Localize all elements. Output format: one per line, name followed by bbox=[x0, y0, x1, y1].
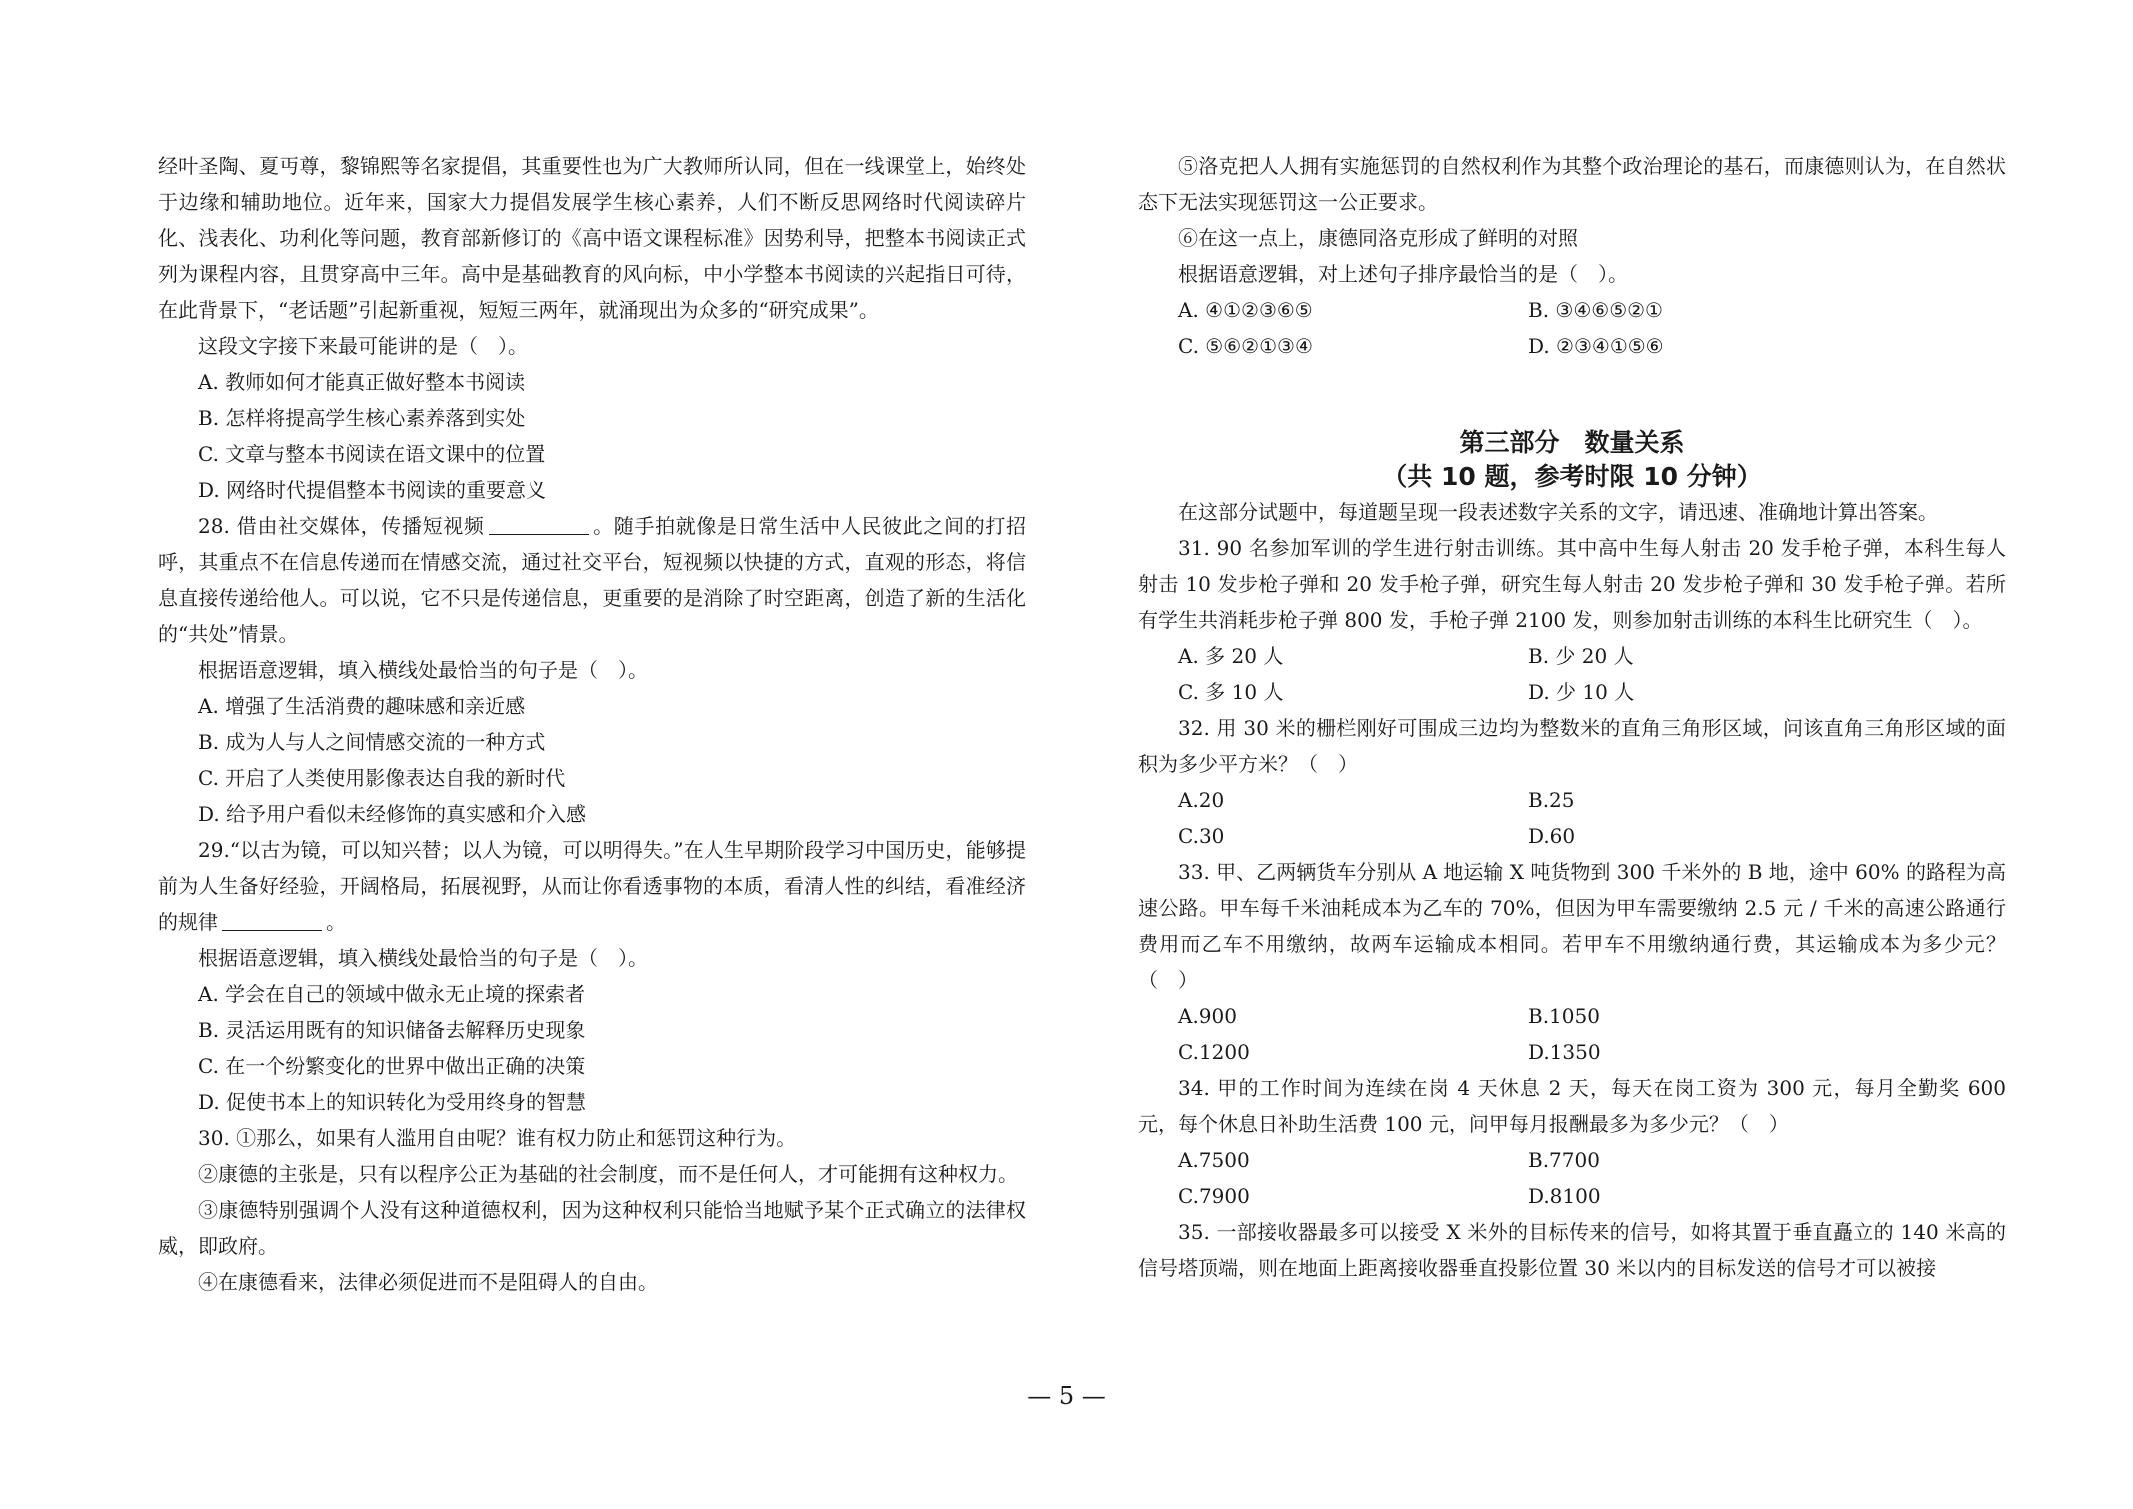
q33-option-a[interactable]: A.900 bbox=[1178, 1004, 1237, 1028]
q28-option-b[interactable]: B. 成为人与人之间情感交流的一种方式 bbox=[198, 730, 546, 754]
passage-27-text: 经叶圣陶、夏丏尊，黎锦熙等名家提倡，其重要性也为广大教师所认同，但在一线课堂上，始终处于边缘和辅助地位。近年来，国家大力提倡发展学生核心素养，人们不断反思网络时代阅读碎片化、浅表化、功利化等问题，教育部新修订的《高中语文课程标准》因势利导，把整本书阅读正式列为课程内容，且贯穿高中三年。高中是基础教育的风向标，中小学整本书阅读的兴起指日可待，在此背景下，“老话题”引起新重视，短短三两年，就涌现出为众多的“研究成果”。 bbox=[158, 154, 1026, 322]
q27-option-a[interactable]: A. 教师如何才能真正做好整本书阅读 bbox=[198, 370, 526, 394]
q29-option-b[interactable]: B. 灵活运用既有的知识储备去解释历史现象 bbox=[198, 1018, 586, 1042]
q30-option-c[interactable]: C. ⑤⑥②①③④ bbox=[1178, 334, 1313, 358]
right-column bbox=[1138, 148, 2006, 1286]
q28-blank bbox=[489, 514, 589, 535]
q35-text: 35. 一部接收器最多可以接受 X 米外的目标传来的信号，如将其置于垂直矗立的 140 米高的信号塔顶端，则在地面上距离接收器垂直投影位置 30 米以内的目标发送的信号才可以被接 bbox=[1138, 1220, 2006, 1280]
q34-options-row-2 bbox=[1138, 1178, 2006, 1214]
q29-option-c[interactable]: C. 在一个纷繁变化的世界中做出正确的决策 bbox=[198, 1054, 586, 1078]
q29-passage bbox=[158, 832, 1026, 940]
q33-text: 33. 甲、乙两辆货车分别从 A 地运输 X 吨货物到 300 千米外的 B 地，途中 60% 的路程为高速公路。甲车每千米油耗成本为乙车的 70%，但因为甲车需要缴纳 2.5 元 / 千米的高速公路通行费用而乙车不用缴纳，故两车运输成本相同。若甲车不用缴纳通行费，其运输成本为多少元？（ ） bbox=[1138, 860, 2006, 992]
q31-options-row-2 bbox=[1138, 674, 2006, 710]
section-instruction: 在这部分试题中，每道题呈现一段表述数字关系的文字，请迅速、准确地计算出答案。 bbox=[1178, 500, 1938, 524]
q34-options-row-1 bbox=[1138, 1142, 2006, 1178]
q29-stem: 根据语意逻辑，填入横线处最恰当的句子是（ ）。 bbox=[198, 946, 648, 970]
q31-option-d[interactable]: D. 少 10 人 bbox=[1528, 680, 1635, 704]
q32-options-row-2 bbox=[1138, 818, 2006, 854]
q34-option-a[interactable]: A.7500 bbox=[1178, 1148, 1250, 1172]
q27-option-b[interactable]: B. 怎样将提高学生核心素养落到实处 bbox=[198, 406, 526, 430]
q27-stem: 这段文字接下来最可能讲的是（ ）。 bbox=[198, 334, 528, 358]
q33-option-d[interactable]: D.1350 bbox=[1528, 1040, 1601, 1064]
q29-blank bbox=[222, 910, 322, 931]
q31-option-b[interactable]: B. 少 20 人 bbox=[1528, 644, 1634, 668]
section-title: 第三部分 数量关系 bbox=[1459, 428, 1685, 457]
q28-option-d[interactable]: D. 给予用户看似未经修饰的真实感和介入感 bbox=[198, 802, 587, 826]
q30-option-d[interactable]: D. ②③④①⑤⑥ bbox=[1528, 334, 1664, 358]
q34-option-b[interactable]: B.7700 bbox=[1528, 1148, 1600, 1172]
q28-text-before: 28. 借由社交媒体，传播短视频 bbox=[198, 514, 485, 538]
q29-option-a[interactable]: A. 学会在自己的领域中做永无止境的探索者 bbox=[198, 982, 586, 1006]
q29-option-d[interactable]: D. 促使书本上的知识转化为受用终身的智慧 bbox=[198, 1090, 587, 1114]
q33-options-row-1 bbox=[1138, 998, 2006, 1034]
q29-text-before: 29.“以古为镜，可以知兴替；以人为镜，可以明得失。”在人生早期阶段学习中国历史，能够提前为人生备好经验，开阔格局，拓展视野，从而让你看透事物的本质，看清人性的纠结，看准经济的规律 bbox=[158, 838, 1026, 934]
q31-option-c[interactable]: C. 多 10 人 bbox=[1178, 680, 1284, 704]
q30-sentence-6: ⑥在这一点上，康德同洛克形成了鲜明的对照 bbox=[1178, 226, 1578, 250]
q30-sentence-3: ③康德特别强调个人没有这种道德权利，因为这种权利只能恰当地赋予某个正式确立的法律权威，即政府。 bbox=[158, 1198, 1026, 1258]
q30-sentence-4: ④在康德看来，法律必须促进而不是阻碍人的自由。 bbox=[198, 1270, 658, 1294]
q32-option-c[interactable]: C.30 bbox=[1178, 824, 1225, 848]
q30-option-a[interactable]: A. ④①②③⑥⑤ bbox=[1178, 298, 1313, 322]
q34-text: 34. 甲的工作时间为连续在岗 4 天休息 2 天，每天在岗工资为 300 元，每月全勤奖 600 元，每个休息日补助生活费 100 元，问甲每月报酬最多为多少元？（ ） bbox=[1138, 1076, 2006, 1136]
left-column bbox=[158, 148, 1026, 1300]
q30-sentence-1: 30. ①那么，如果有人滥用自由呢？谁有权力防止和惩罚这种行为。 bbox=[198, 1126, 797, 1150]
section-spacer bbox=[1138, 364, 2006, 426]
q27-option-c[interactable]: C. 文章与整本书阅读在语文课中的位置 bbox=[198, 442, 546, 466]
section-subtitle: （共 10 题，参考时限 10 分钟） bbox=[1382, 462, 1762, 491]
q32-option-b[interactable]: B.25 bbox=[1528, 788, 1575, 812]
q27-option-d[interactable]: D. 网络时代提倡整本书阅读的重要意义 bbox=[198, 478, 547, 502]
q28-option-a[interactable]: A. 增强了生活消费的趣味感和亲近感 bbox=[198, 694, 526, 718]
q30-option-b[interactable]: B. ③④⑥⑤②① bbox=[1528, 298, 1663, 322]
q28-stem: 根据语意逻辑，填入横线处最恰当的句子是（ ）。 bbox=[198, 658, 648, 682]
q32-options-row-1 bbox=[1138, 782, 2006, 818]
q29-text-after: 。 bbox=[326, 910, 346, 934]
q32-option-a[interactable]: A.20 bbox=[1178, 788, 1225, 812]
q34-option-d[interactable]: D.8100 bbox=[1528, 1184, 1601, 1208]
q28-option-c[interactable]: C. 开启了人类使用影像表达自我的新时代 bbox=[198, 766, 566, 790]
q28-passage bbox=[158, 508, 1026, 652]
q31-options-row-1 bbox=[1138, 638, 2006, 674]
q32-option-d[interactable]: D.60 bbox=[1528, 824, 1576, 848]
q31-option-a[interactable]: A. 多 20 人 bbox=[1178, 644, 1284, 668]
q30-sentence-5: ⑤洛克把人人拥有实施惩罚的自然权利作为其整个政治理论的基石，而康德则认为，在自然状态下无法实现惩罚这一公正要求。 bbox=[1138, 154, 2006, 214]
q30-stem: 根据语意逻辑，对上述句子排序最恰当的是（ ）。 bbox=[1178, 262, 1628, 286]
q31-text: 31. 90 名参加军训的学生进行射击训练。其中高中生每人射击 20 发手枪子弹，本科生每人射击 10 发步枪子弹和 20 发手枪子弹，研究生每人射击 20 发步枪子弹和 30 发手枪子弹。若所有学生共消耗步枪子弹 800 发，手枪子弹 2100 发，则参加射击训练的本科生比研究生（ ）。 bbox=[1138, 536, 2006, 632]
q34-option-c[interactable]: C.7900 bbox=[1178, 1184, 1250, 1208]
q30-sentence-2: ②康德的主张是，只有以程序公正为基础的社会制度，而不是任何人，才可能拥有这种权力。 bbox=[198, 1162, 1018, 1186]
q30-options-row-1 bbox=[1138, 292, 2006, 328]
q33-options-row-2 bbox=[1138, 1034, 2006, 1070]
q30-options-row-2 bbox=[1138, 328, 2006, 364]
q33-option-c[interactable]: C.1200 bbox=[1178, 1040, 1250, 1064]
page-number: — 5 — bbox=[1027, 1382, 1106, 1410]
passage-27 bbox=[158, 148, 1026, 328]
q32-text: 32. 用 30 米的栅栏刚好可围成三边均为整数米的直角三角形区域，问该直角三角形区域的面积为多少平方米？（ ） bbox=[1138, 716, 2006, 776]
q33-option-b[interactable]: B.1050 bbox=[1528, 1004, 1600, 1028]
q28-text-after: 。随手拍就像是日常生活中人民彼此之间的打招呼，其重点不在信息传递而在情感交流，通过社交平台，短视频以快捷的方式，直观的形态，将信息直接传递给他人。可以说，它不只是传递信息，更重要的是消除了时空距离，创造了新的生活化的“共处”情景。 bbox=[158, 514, 1026, 646]
